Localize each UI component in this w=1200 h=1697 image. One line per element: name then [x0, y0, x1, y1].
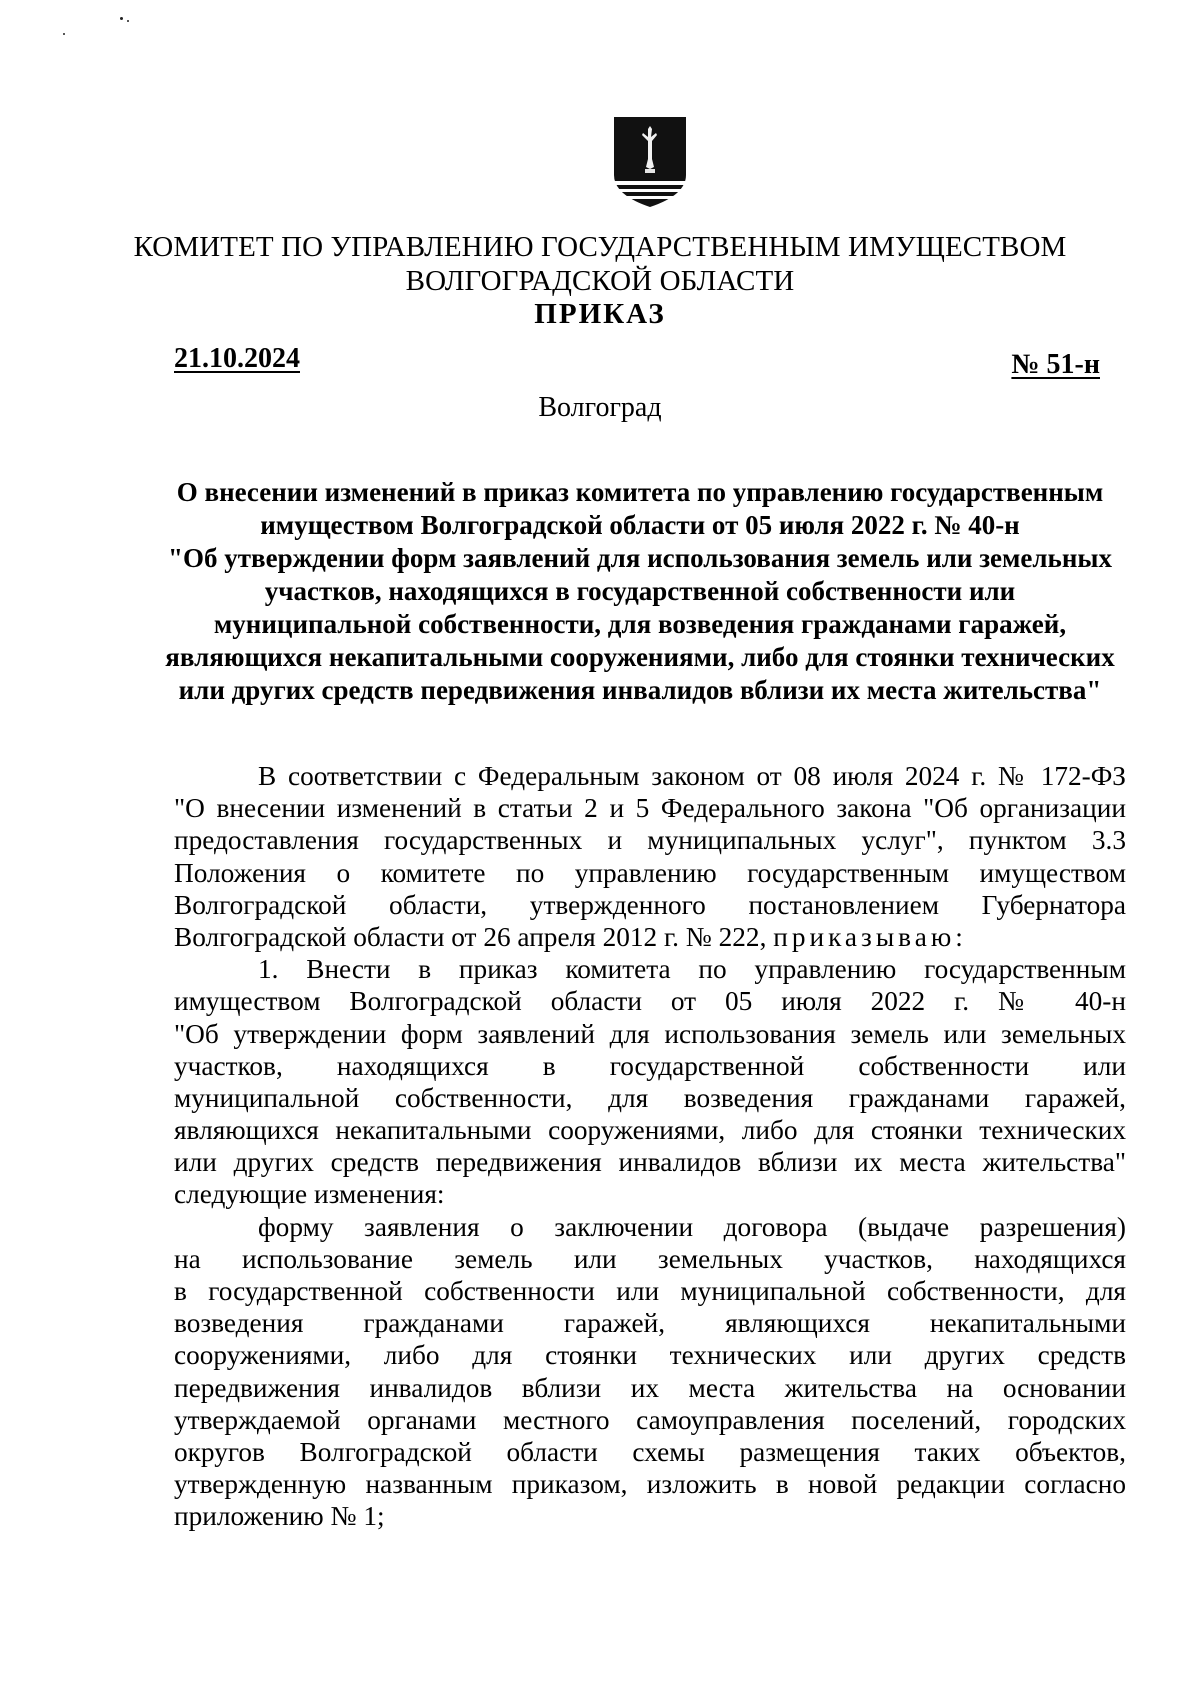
item1-line: имуществом Волгоградской области от 05 июля 2022 г. № 40-н — [174, 986, 1126, 1017]
subject-line: участков, находящихся в государственной собственности или — [264, 576, 1016, 606]
preamble-line: "О внесении изменений в статьи 2 и 5 Федерального закона "Об организации — [174, 793, 1126, 824]
item1-line: следующие изменения: — [174, 1179, 445, 1210]
organization-name-line2: ВОЛГОГРАДСКОЙ ОБЛАСТИ — [405, 265, 795, 297]
subitem-line: утверждаемой органами местного самоуправления поселений, городских — [174, 1404, 1126, 1435]
order-word: приказываю: — [773, 921, 967, 952]
document-city: Волгоград — [538, 392, 662, 423]
document-body — [174, 760, 1126, 1533]
document-date: 21.10.2024 — [174, 343, 300, 374]
item1-line: являющихся некапитальными сооружениями, либо для стоянки технических — [174, 1115, 1126, 1146]
subitem-line: округов Волгоградской области схемы размещения таких объектов, — [174, 1436, 1126, 1467]
subitem-line: передвижения инвалидов вблизи их места жительства на основании — [174, 1372, 1126, 1403]
organization-name-line1: КОМИТЕТ ПО УПРАВЛЕНИЮ ГОСУДАРСТВЕННЫМ ИМУЩЕСТВОМ — [133, 231, 1067, 263]
subject-line: муниципальной собственности, для возведения гражданами гаражей, — [213, 609, 1067, 639]
preamble-line: предоставления государственных и муниципальных услуг", пунктом 3.3 — [174, 825, 1126, 856]
preamble-line: Положения о комитете по управлению государственным имуществом — [174, 857, 1126, 888]
document-subject — [160, 476, 1120, 707]
preamble-line: Волгоградской области, утвержденного постановлением Губернатора — [174, 889, 1126, 920]
subitem-line: на использование земель или земельных участков, находящихся — [174, 1243, 1126, 1274]
scan-speck — [127, 20, 129, 22]
subject-line: О внесении изменений в приказ комитета по управлению государственным — [176, 477, 1104, 507]
item1-line: "Об утверждении форм заявлений для использования земель или земельных — [174, 1018, 1126, 1049]
item1-line: 1. Внести в приказ комитета по управлению государственным — [258, 954, 1126, 985]
subject-line: имуществом Волгоградской области от 05 июля 2022 г. № 40-н — [260, 510, 1020, 540]
document-number: № 51-н — [1011, 349, 1100, 380]
subject-line: или других средств передвижения инвалидов вблизи их места жительства" — [178, 675, 1102, 705]
subject-line: являющихся некапитальными сооружениями, либо для стоянки технических — [165, 642, 1115, 672]
subitem-line: форму заявления о заключении договора (выдаче разрешения) — [258, 1211, 1126, 1242]
subitem-line: сооружениями, либо для стоянки технических или других средств — [174, 1340, 1126, 1371]
preamble-text: Волгоградской области от 26 апреля 2012 г. № 222, — [174, 921, 774, 952]
subitem-line: в государственной собственности или муниципальной собственности, для — [174, 1276, 1126, 1306]
subject-line: "Об утверждении форм заявлений для использования земель или земельных — [168, 543, 1112, 573]
subitem-line: возведения гражданами гаражей, являющихся некапитальными — [174, 1308, 1126, 1339]
scan-speck — [63, 33, 65, 35]
preamble-last-line — [174, 921, 1126, 953]
item1-line: или других средств передвижения инвалидов вблизи их места жительства" — [174, 1147, 1126, 1178]
subitem-line: утвержденную названным приказом, изложить в новой редакции согласно — [174, 1469, 1126, 1500]
document-type: ПРИКАЗ — [534, 298, 666, 330]
item1-line: муниципальной собственности, для возведения гражданами гаражей, — [174, 1082, 1126, 1113]
item1-line: участков, находящихся в государственной собственности или — [174, 1050, 1126, 1081]
preamble-line: В соответствии с Федеральным законом от 08 июля 2024 г. № 172-ФЗ — [258, 761, 1126, 791]
coat-of-arms-icon — [612, 115, 688, 211]
scan-speck — [120, 17, 123, 20]
subitem-line: приложению № 1; — [174, 1501, 385, 1532]
